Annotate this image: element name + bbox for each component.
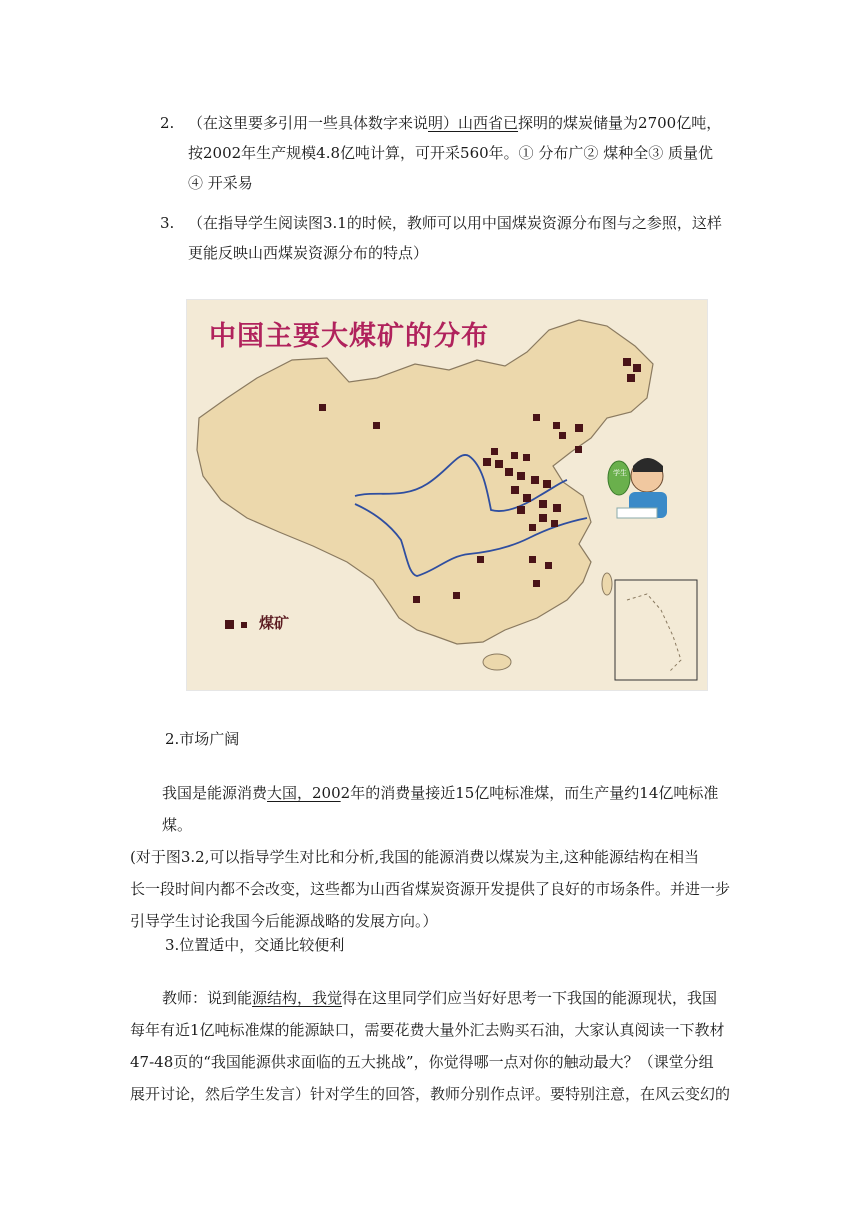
text-line: 长一段时间内都不会改变，这些都为山西省煤炭资源开发提供了良好的市场条件。并进一步 xyxy=(130,880,731,898)
text-line: 47-48页的“我国能源供求面临的五大挑战”，你觉得哪一点对你的触动最大？（课堂分组 xyxy=(130,1053,714,1071)
map-title: 中国主要大煤矿的分布 xyxy=(209,321,489,352)
south-sea-inset xyxy=(615,580,697,680)
legend-marker-large xyxy=(225,620,234,629)
text-line: （在指导学生阅读图3.1的时候，教师可以用中国煤炭资源分布图与之参照，这样 xyxy=(188,214,722,232)
student-illustration xyxy=(608,458,667,518)
sign-text: 学生 xyxy=(613,469,627,477)
text-line xyxy=(130,982,734,1014)
paragraph-teacher xyxy=(130,982,734,1110)
text-run: 我国是能源消费 xyxy=(162,784,268,802)
underlined-text: 大国，200 xyxy=(267,784,341,802)
list-number: 2. xyxy=(160,114,175,132)
list-number: 3. xyxy=(160,214,175,232)
section-heading-3: 3.位置适中，交通比较便利 xyxy=(165,936,345,954)
text-run: 得在这里同学们应当好好思考一下我国的能源现状，我国 xyxy=(342,989,718,1007)
paragraph-market xyxy=(130,777,734,937)
text-line: 展开讨论，然后学生发言）针对学生的回答，教师分别作点评。要特别注意，在风云变幻的 xyxy=(130,1085,731,1103)
text-line xyxy=(130,777,734,841)
china-outline xyxy=(197,320,653,644)
list-item-2 xyxy=(150,108,740,198)
text-line: 按2002年生产规模4.8亿吨计算，可开采560年。① 分布广② 煤种全③ 质量优 xyxy=(188,144,713,162)
underlined-text: 源结构，我觉 xyxy=(252,989,343,1007)
text-line: ④ 开采易 xyxy=(188,174,253,192)
text-line: 引导学生讨论我国今后能源战略的发展方向。） xyxy=(130,912,438,930)
legend-marker-small xyxy=(241,622,247,628)
underlined-text: 明）山西省已 xyxy=(428,114,519,132)
text-run: 教师：说到能 xyxy=(162,989,253,1007)
text-run: 探明的煤炭储量为2700亿吨， xyxy=(518,114,722,132)
hainan-island xyxy=(483,654,511,670)
section-heading-2: 2.市场广阔 xyxy=(165,730,240,748)
text-line xyxy=(188,108,740,138)
list-item-3 xyxy=(150,208,740,268)
text-run: （在这里要多引用一些具体数字来说 xyxy=(188,114,429,132)
text-run: 2年的消费量接近15亿吨标准煤，而生产量约14亿吨标准煤。 xyxy=(162,784,719,834)
legend-label: 煤矿 xyxy=(259,614,290,632)
taiwan-island xyxy=(602,573,612,595)
coal-mine-map-figure xyxy=(186,299,708,691)
text-line: 每年有近1亿吨标准煤的能源缺口，需要花费大量外汇去购买石油，大家认真阅读一下教材 xyxy=(130,1021,725,1039)
text-line: 更能反映山西煤炭资源分布的特点） xyxy=(188,244,429,262)
text-line: (对于图3.2,可以指导学生对比和分析,我国的能源消费以煤炭为主,这种能源结构在相当 xyxy=(130,848,700,866)
